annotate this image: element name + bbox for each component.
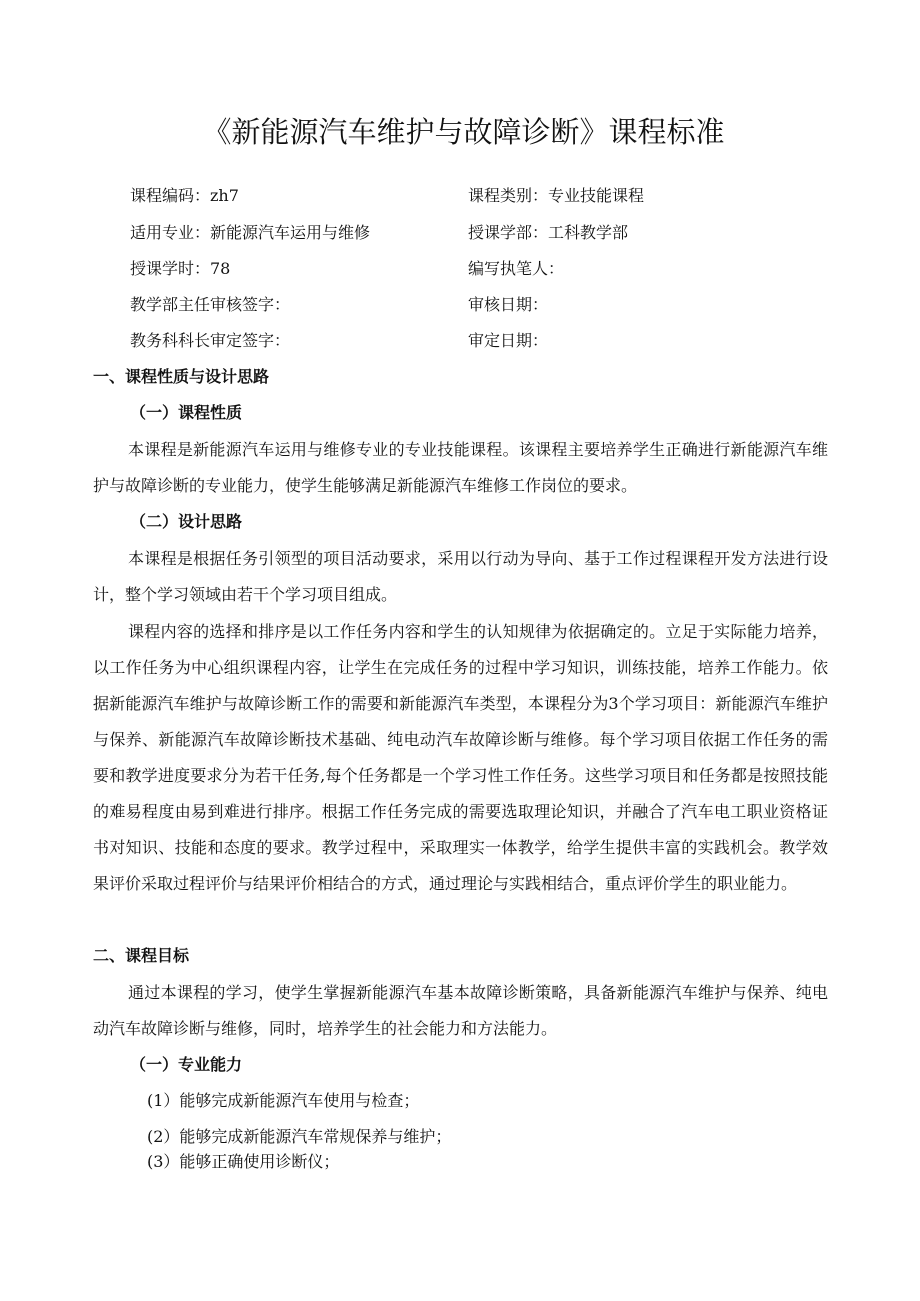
course-category: 课程类别：专业技能课程 bbox=[468, 186, 645, 205]
subsection-heading-professional-ability: （一）专业能力 bbox=[130, 1055, 243, 1074]
paragraph-objectives: 通过本课程的学习，使学生掌握新能源汽车基本故障诊断策略，具备新能源汽车维护与保养、纯电动汽车故障诊断与维修，同时，培养学生的社会能力和方法能力。 bbox=[93, 983, 828, 1038]
author-label: 编写执笔人： bbox=[468, 259, 565, 278]
director-signature-label: 教学部主任审核签字： bbox=[130, 295, 291, 314]
section-heading-nature-design: 一、课程性质与设计思路 bbox=[93, 367, 270, 386]
list-item: (3）能够正确使用诊断仪； bbox=[147, 1152, 340, 1171]
teaching-department: 授课学部：工科教学部 bbox=[468, 223, 629, 242]
subsection-heading-design: （二）设计思路 bbox=[130, 512, 243, 531]
course-code: 课程编码：zh7 bbox=[130, 186, 239, 205]
approval-date-label: 审定日期： bbox=[468, 331, 549, 350]
section-heading-objectives: 二、课程目标 bbox=[93, 946, 190, 965]
meta-row-course-code bbox=[130, 184, 850, 208]
subsection-heading-nature: （一）课程性质 bbox=[130, 403, 243, 422]
list-item: (1）能够完成新能源汽车使用与检查； bbox=[147, 1091, 420, 1110]
document-title: 《新能源汽车维护与故障诊断》课程标准 bbox=[202, 115, 725, 149]
paragraph-design-1: 本课程是根据任务引领型的项目活动要求，采用以行动为导向、基于工作过程课程开发方法进行设计，整个学习领域由若干个学习项目组成。 bbox=[93, 549, 828, 604]
meta-row-approval bbox=[130, 329, 850, 353]
applicable-major: 适用专业：新能源汽车运用与维修 bbox=[130, 223, 371, 242]
review-date-label: 审核日期： bbox=[468, 295, 549, 314]
paragraph-design-2: 课程内容的选择和排序是以工作任务内容和学生的认知规律为依据确定的。立足于实际能力培养，以工作任务为中心组织课程内容，让学生在完成任务的过程中学习知识，训练技能，培养工作能力。依据新能源汽车维护与故障诊断工作的需要和新能源汽车类型，本课程分为3个学习项目：新能源汽车维护与保养、新能源汽车故障诊断技术基础、纯电动汽车故障诊断与维修。每个学习项目依据工作任务的需要和教学进度要求分为若干任务,每个任务都是一个学习性工作任务。这些学习项目和任务都是按照技能的难易程度由易到难进行排序。根据工作任务完成的需要选取理论知识，并融合了汽车电工职业资格证书对知识、技能和态度的要求。教学过程中，采取理实一体教学，给学生提供丰富的实践机会。教学效果评价采取过程评价与结果评价相结合的方式，通过理论与实践相结合，重点评价学生的职业能力。 bbox=[93, 622, 828, 893]
meta-row-review bbox=[130, 293, 850, 317]
teaching-hours: 授课学时：78 bbox=[130, 259, 231, 278]
meta-row-major bbox=[130, 221, 850, 245]
section-chief-signature-label: 教务科科长审定签字： bbox=[130, 331, 291, 350]
list-item: (2）能够完成新能源汽车常规保养与维护； bbox=[147, 1127, 452, 1146]
meta-row-hours bbox=[130, 257, 850, 281]
paragraph-course-nature: 本课程是新能源汽车运用与维修专业的专业技能课程。该课程主要培养学生正确进行新能源汽车维护与故障诊断的专业能力，使学生能够满足新能源汽车维修工作岗位的要求。 bbox=[93, 440, 828, 495]
